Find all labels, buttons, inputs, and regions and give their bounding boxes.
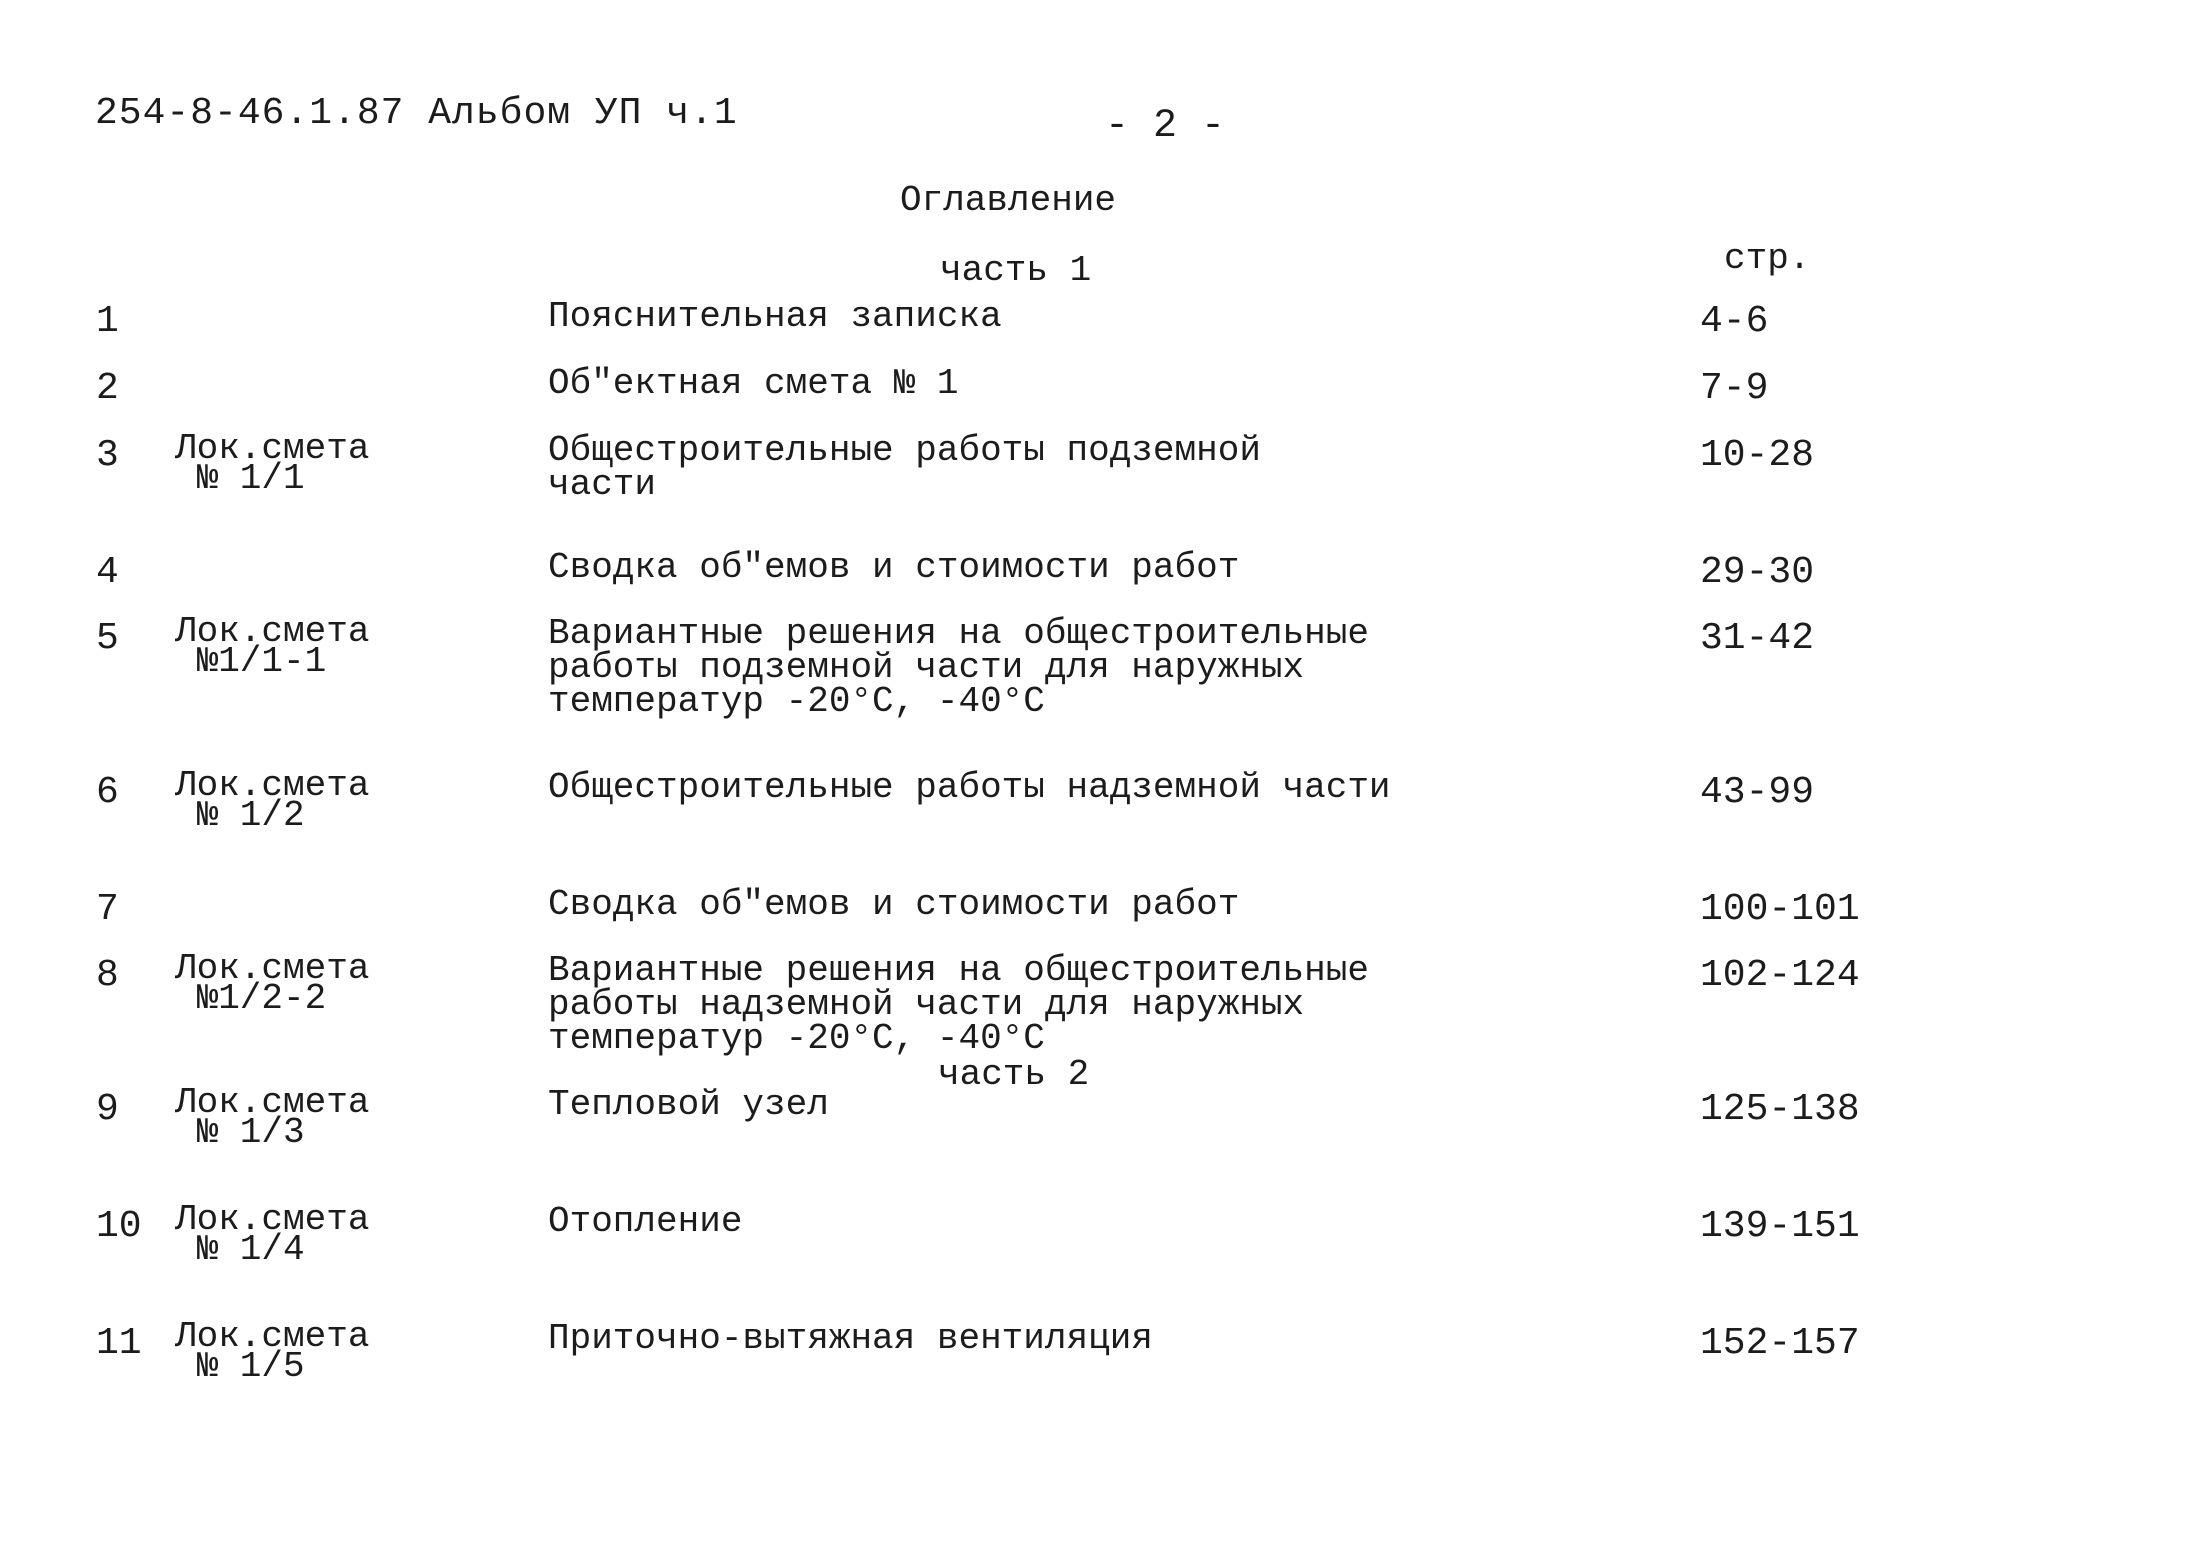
row-pages: 4-6 — [1700, 300, 1769, 343]
row-title: Сводка об"емов и стоимости работ — [548, 547, 1240, 588]
row-title: Сводка об"емов и стоимости работ — [548, 884, 1240, 925]
row-pages: 125-138 — [1700, 1088, 1860, 1131]
row-document: Лок.смета № 1/2 — [175, 765, 370, 836]
row-number: 10 — [96, 1205, 142, 1248]
page-number: - 2 - — [1105, 104, 1226, 149]
album-code: 254-8-46.1.87 Альбом УП ч.1 — [95, 92, 738, 135]
row-pages: 29-30 — [1700, 551, 1815, 594]
row-number: 9 — [96, 1088, 119, 1131]
row-title: Общестроительные работы подземной части — [548, 430, 1261, 505]
row-title: Тепловой узел — [548, 1084, 829, 1125]
row-document: Лок.смета № 1/5 — [175, 1316, 370, 1387]
row-number: 6 — [96, 771, 119, 814]
row-number: 1 — [96, 300, 119, 343]
row-pages: 100-101 — [1700, 888, 1860, 931]
row-document: Лок.смета № 1/4 — [175, 1199, 370, 1270]
row-document: Лок.смета №1/2-2 — [175, 948, 370, 1019]
part-1-label: часть 1 — [940, 250, 1092, 291]
row-document: Лок.смета № 1/1 — [175, 428, 370, 499]
row-title: Вариантные решения на общестроительные работы надземной части для наружных температур -20°С, -40°С — [548, 950, 1369, 1059]
row-title: Пояснительная записка — [548, 296, 1002, 337]
row-number: 8 — [96, 954, 119, 997]
row-pages: 31-42 — [1700, 617, 1815, 660]
row-number: 4 — [96, 551, 119, 594]
row-pages: 139-151 — [1700, 1205, 1860, 1248]
row-title: Об"ектная смета № 1 — [548, 363, 959, 404]
row-title: Отопление — [548, 1201, 743, 1242]
row-document: Лок.смета № 1/3 — [175, 1082, 370, 1153]
row-title: Вариантные решения на общестроительные работы подземной части для наружных температур -20°С, -40°С — [548, 613, 1369, 722]
row-document: Лок.смета №1/1-1 — [175, 611, 370, 682]
row-title: Приточно-вытяжная вентиляция — [548, 1318, 1153, 1359]
part-2-label: часть 2 — [938, 1054, 1090, 1095]
row-pages: 102-124 — [1700, 954, 1860, 997]
pages-column-header: стр. — [1724, 238, 1811, 279]
row-number: 7 — [96, 888, 119, 931]
row-number: 2 — [96, 367, 119, 410]
row-pages: 152-157 — [1700, 1322, 1860, 1365]
row-pages: 10-28 — [1700, 434, 1815, 477]
row-number: 5 — [96, 617, 119, 660]
row-number: 11 — [96, 1322, 142, 1365]
toc-title: Оглавление — [900, 180, 1117, 221]
row-pages: 43-99 — [1700, 771, 1815, 814]
row-title: Общестроительные работы надземной части — [548, 767, 1391, 808]
row-pages: 7-9 — [1700, 367, 1769, 410]
row-number: 3 — [96, 434, 119, 477]
